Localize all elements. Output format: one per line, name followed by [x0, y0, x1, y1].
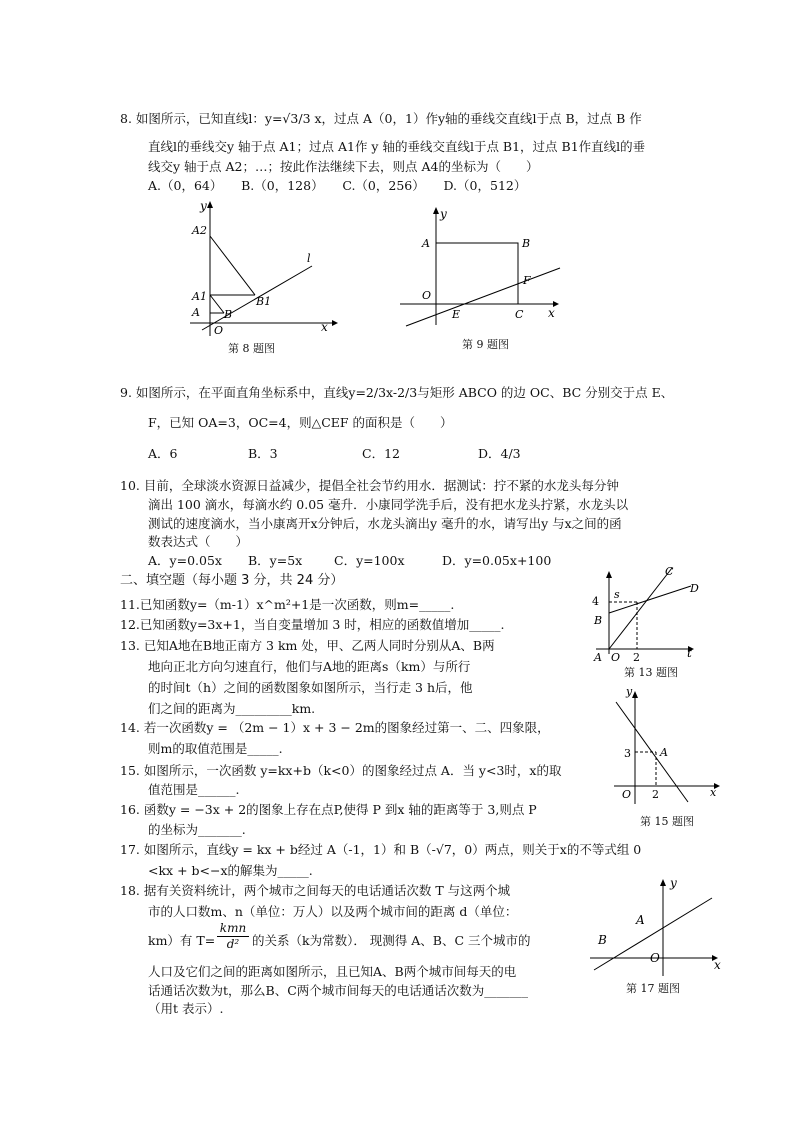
- q18-line6: （用t 表示）.: [148, 1001, 224, 1016]
- fig15-caption: 第 15 题图: [640, 815, 694, 828]
- fig13-label-d: D: [690, 582, 699, 595]
- fig15-label-o: O: [622, 788, 632, 801]
- q18-fraction-denominator: d²: [226, 937, 240, 951]
- q13-line4: 们之间的距离为_________km.: [148, 701, 316, 716]
- q18-line1: 18. 据有关资料统计，两个城市之间每天的电话通话次数 T 与这两个城: [120, 883, 511, 898]
- figure-8: [180, 196, 340, 344]
- q10-option-d: D．y=0.05x+100: [442, 553, 552, 568]
- q13-line1: 13. 已知A地在B地正南方 3 km 处，甲、乙两人同时分别从A、B两: [120, 638, 495, 653]
- q9-option-b: B．3: [248, 446, 278, 461]
- q13-line3: 的时间t（h）之间的函数图象如图所示，当行走 3 h后，他: [148, 680, 473, 695]
- q18-line3a: km）有 T=: [148, 933, 216, 948]
- fig9-rectangle: [436, 243, 518, 304]
- fig8-label-y: y: [200, 199, 207, 213]
- fig8-caption: 第 8 题图: [228, 342, 275, 355]
- fig17-label-o: O: [650, 951, 660, 965]
- fig8-label-o: O: [214, 324, 224, 337]
- figure-9: [398, 200, 568, 330]
- fig13-label-t: t: [687, 646, 692, 660]
- q15-line2: 值范围是______.: [148, 782, 240, 797]
- fig8-label-a2: A2: [192, 224, 207, 237]
- q9-line2: F，已知 OA=3，OC=4，则△CEF 的面积是（ ）: [148, 415, 453, 430]
- fig17-caption: 第 17 题图: [626, 982, 680, 995]
- q9-option-a: A．6: [148, 446, 178, 461]
- fig13-s-arrow: [606, 571, 612, 578]
- q14-line1: 14. 若一次函数y = （2m − 1）x + 3 − 2m的图象经过第一、二、四象限，: [120, 720, 550, 735]
- q15-line1: 15. 如图所示，一次函数 y=kx+b（k<0）的图象经过点 A．当 y<3时，x的取: [120, 763, 562, 778]
- q16-line2: 的坐标为_______.: [148, 822, 246, 837]
- fig15-y-arrow: [632, 691, 638, 698]
- fig15-label-a: A: [660, 746, 668, 759]
- fig17-label-b: B: [598, 933, 607, 947]
- fig13-label-b: B: [594, 614, 603, 627]
- fig17-label-x: x: [714, 958, 721, 972]
- q18-line3b: 的关系（k为常数）． 现测得 A、B、C 三个城市的: [252, 933, 531, 948]
- fig8-seg-b1a2: [210, 236, 255, 295]
- q10-line3: 测试的速度滴水，当小康离开x分钟后，水龙头滴出y 毫升的水，请写出y 与x之间的函: [148, 516, 622, 531]
- q10-option-b: B．y=5x: [248, 553, 303, 568]
- q12-text: 12.已知函数y=3x+1，当自变量增加 3 时，相应的函数值增加_____.: [120, 617, 505, 632]
- q10-option-a: A．y=0.05x: [148, 553, 222, 568]
- fig8-label-a1: A1: [192, 290, 207, 303]
- fig8-label-b: B: [224, 308, 233, 321]
- fig13-label-s: s: [614, 588, 620, 601]
- q11-text: 11.已知函数y=（m-1）x^m²+1是一次函数，则m=_____.: [120, 597, 455, 612]
- fig9-label-b: B: [522, 237, 531, 250]
- figure-13: [586, 562, 706, 666]
- fig8-label-x: x: [321, 320, 328, 334]
- fig17-label-a: A: [636, 913, 645, 927]
- fig15-label-y: y: [626, 685, 633, 698]
- fig15-label-2: 2: [652, 788, 659, 801]
- q10-option-c: C．y=100x: [334, 553, 405, 568]
- q18-fraction: [217, 921, 249, 952]
- fig9-label-o: O: [422, 289, 432, 302]
- fig13-label-c: C: [665, 565, 674, 578]
- q8-line3: 线交y 轴于点 A2；…；按此作法继续下去，则点 A4的坐标为（ ）: [148, 159, 539, 174]
- q8-line1: 8. 如图所示，已知直线l：y=√3/3 x，过点 A（0，1）作y轴的垂线交直线l于点 B，过点 B 作: [120, 111, 642, 126]
- q13-line2: 地向正北方向匀速直行，他们与A地的距离s（km）与所行: [148, 659, 471, 674]
- fig9-label-y: y: [440, 207, 447, 221]
- fig8-y-arrow: [207, 201, 213, 208]
- fig8-label-b1: B1: [256, 295, 272, 308]
- q18-fraction-numerator: kmn: [217, 921, 249, 937]
- q10-line1: 10. 目前，全球淡水资源日益减少，提倡全社会节约用水．据测试：拧不紧的水龙头每分钟: [120, 478, 619, 493]
- q18-line5: 话通话次数为t，那么B、C两个城市间每天的电话通话次数为_______: [148, 983, 529, 998]
- fig9-y-arrow: [433, 207, 439, 214]
- fig8-x-arrow: [332, 320, 338, 326]
- fig13-label-4: 4: [592, 595, 599, 608]
- q18-line2: 市的人口数m、n（单位：万人）以及两个城市间的距离 d（单位：: [148, 904, 518, 919]
- fig9-label-a: A: [422, 237, 430, 250]
- fig13-caption: 第 13 题图: [624, 666, 678, 679]
- fig9-label-e: E: [452, 308, 461, 321]
- fig8-seg-ba1: [210, 295, 224, 313]
- figure-15: [606, 682, 724, 810]
- fig13-line-d: [609, 586, 691, 613]
- q10-line4: 数表达式（ ）: [148, 534, 249, 549]
- figure-17: [584, 872, 726, 978]
- fig15-label-3: 3: [624, 747, 631, 760]
- q10-line2: 滴出 100 滴水，每滴水约 0.05 毫升．小康同学洗手后，没有把水龙头拧紧，水龙头以: [148, 497, 629, 512]
- q8-line2: 直线l的垂线交y 轴于点 A1；过点 A1作 y 轴的垂线交直线l于点 B1，过点 B1作直线l的垂: [148, 139, 646, 154]
- q16-line1: 16. 函数y = −3x + 2的图象上存在点P,使得 P 到x 轴的距离等于 3,则点 P: [120, 802, 537, 817]
- q9-option-d: D．4/3: [478, 446, 521, 461]
- fig13-line-c: [609, 568, 672, 649]
- fig17-label-y: y: [670, 876, 677, 890]
- fig8-label-a: A: [192, 306, 200, 319]
- fig17-y-arrow: [660, 879, 666, 886]
- q14-line2: 则m的取值范围是_____.: [148, 741, 283, 756]
- fig9-caption: 第 9 题图: [462, 338, 509, 351]
- fig9-label-x: x: [548, 306, 555, 320]
- fig8-label-l: l: [307, 252, 311, 265]
- q17-line2: <kx + b<−x的解集为_____.: [148, 863, 313, 878]
- fig13-label-a: A: [594, 651, 602, 664]
- q18-line4: 人口及它们之间的距离如图所示，且已知A、B两个城市间每天的电: [148, 964, 517, 979]
- fig9-label-c: C: [515, 308, 524, 321]
- q17-line1: 17. 如图所示，直线y = kx + b经过 A（-1，1）和 B（-√7，0）两点，则关于x的不等式组 0: [120, 842, 642, 857]
- section-fill-blank-title: 二、填空题（每小题 3 分，共 24 分）: [120, 573, 344, 588]
- q9-line1: 9. 如图所示，在平面直角坐标系中，直线y=2/3x-2/3与矩形 ABCO 的边 OC、BC 分别交于点 E、: [120, 385, 674, 400]
- fig15-label-x: x: [710, 786, 717, 799]
- fig9-label-f: F: [523, 274, 531, 287]
- q8-options: A.（0，64） B.（0，128） C.（0，256） D.（0，512）: [148, 178, 527, 193]
- q9-option-c: C．12: [362, 446, 400, 461]
- fig13-label-o: O: [611, 651, 621, 664]
- fig13-label-2: 2: [633, 651, 640, 664]
